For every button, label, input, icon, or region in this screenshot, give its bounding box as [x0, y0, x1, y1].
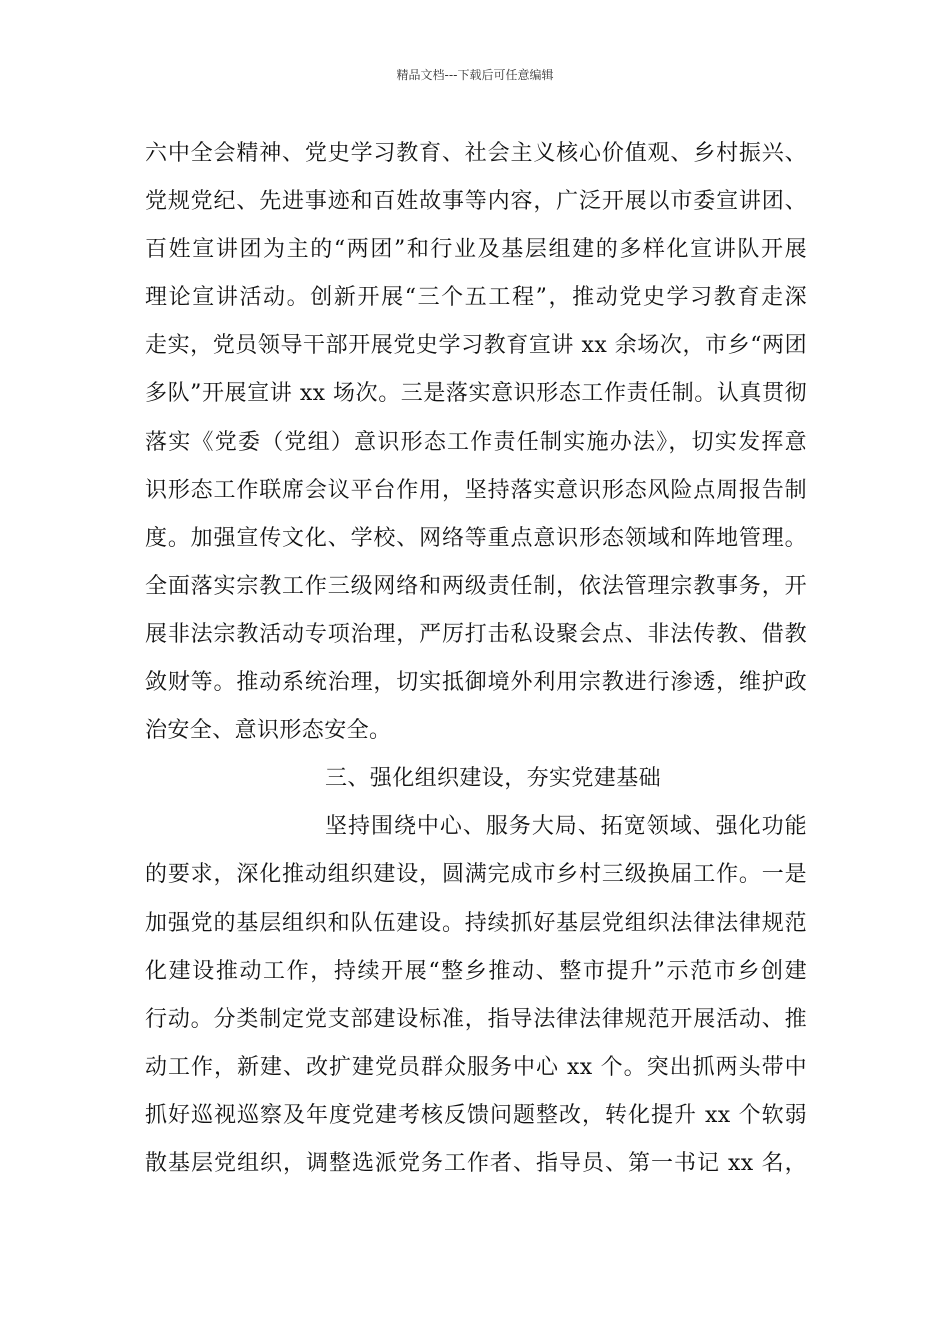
paragraph-line: 动工作，新建、改扩建党员群众服务中心 xx 个。突出抓两头带中	[145, 1054, 807, 1080]
paragraph-line: 敛财等。推动系统治理，切实抵御境外利用宗教进行渗透，维护政	[145, 670, 807, 696]
paragraph-line: 加强党的基层组织和队伍建设。持续抓好基层党组织法律法律规范	[145, 910, 807, 936]
paragraph-line: 走实，党员领导干部开展党史学习教育宣讲 xx 余场次，市乡“两团	[145, 333, 807, 359]
paragraph-line: 六中全会精神、党史学习教育、社会主义核心价值观、乡村振兴、	[145, 141, 807, 166]
paragraph-line: 散基层党组织，调整选派党务工作者、指导员、第一书记 xx 名，	[145, 1150, 807, 1176]
paragraph-line: 识形态工作联席会议平台作用，坚持落实意识形态风险点周报告制	[145, 477, 807, 503]
paragraph-line: 党规党纪、先进事迹和百姓故事等内容，广泛开展以市委宣讲团、	[145, 189, 807, 215]
paragraph-line: 度。加强宣传文化、学校、网络等重点意识形态领域和阵地管理。	[145, 525, 807, 551]
paragraph-line: 百姓宣讲团为主的“两团”和行业及基层组建的多样化宣讲队开展	[145, 237, 807, 263]
paragraph-line: 化建设推动工作，持续开展“整乡推动、整市提升”示范市乡创建	[145, 958, 807, 984]
section-heading: 三、强化组织建设，夯实党建基础	[325, 766, 662, 792]
page-header: 精品文档---下载后可任意编辑	[396, 68, 554, 82]
paragraph-line: 理论宣讲活动。创新开展“三个五工程”，推动党史学习教育走深	[145, 285, 807, 311]
paragraph-line: 治安全、意识形态安全。	[145, 718, 392, 744]
paragraph-line: 落实《党委（党组）意识形态工作责任制实施办法》，切实发挥意	[145, 429, 807, 455]
paragraph-line: 全面落实宗教工作三级网络和两级责任制，依法管理宗教事务，开	[145, 573, 807, 599]
document-body	[145, 130, 807, 1188]
paragraph-line: 展非法宗教活动专项治理，严厉打击私设聚会点、非法传教、借教	[145, 621, 807, 647]
paragraph-line: 行动。分类制定党支部建设标准，指导法律法律规范开展活动、推	[145, 1006, 807, 1032]
paragraph-line: 抓好巡视巡察及年度党建考核反馈问题整改，转化提升 xx 个软弱	[145, 1102, 807, 1128]
paragraph-line: 多队”开展宣讲 xx 场次。三是落实意识形态工作责任制。认真贯彻	[145, 381, 807, 407]
paragraph-line: 的要求，深化推动组织建设，圆满完成市乡村三级换届工作。一是	[145, 862, 807, 888]
paragraph-line: 坚持围绕中心、服务大局、拓宽领域、强化功能	[325, 814, 807, 840]
